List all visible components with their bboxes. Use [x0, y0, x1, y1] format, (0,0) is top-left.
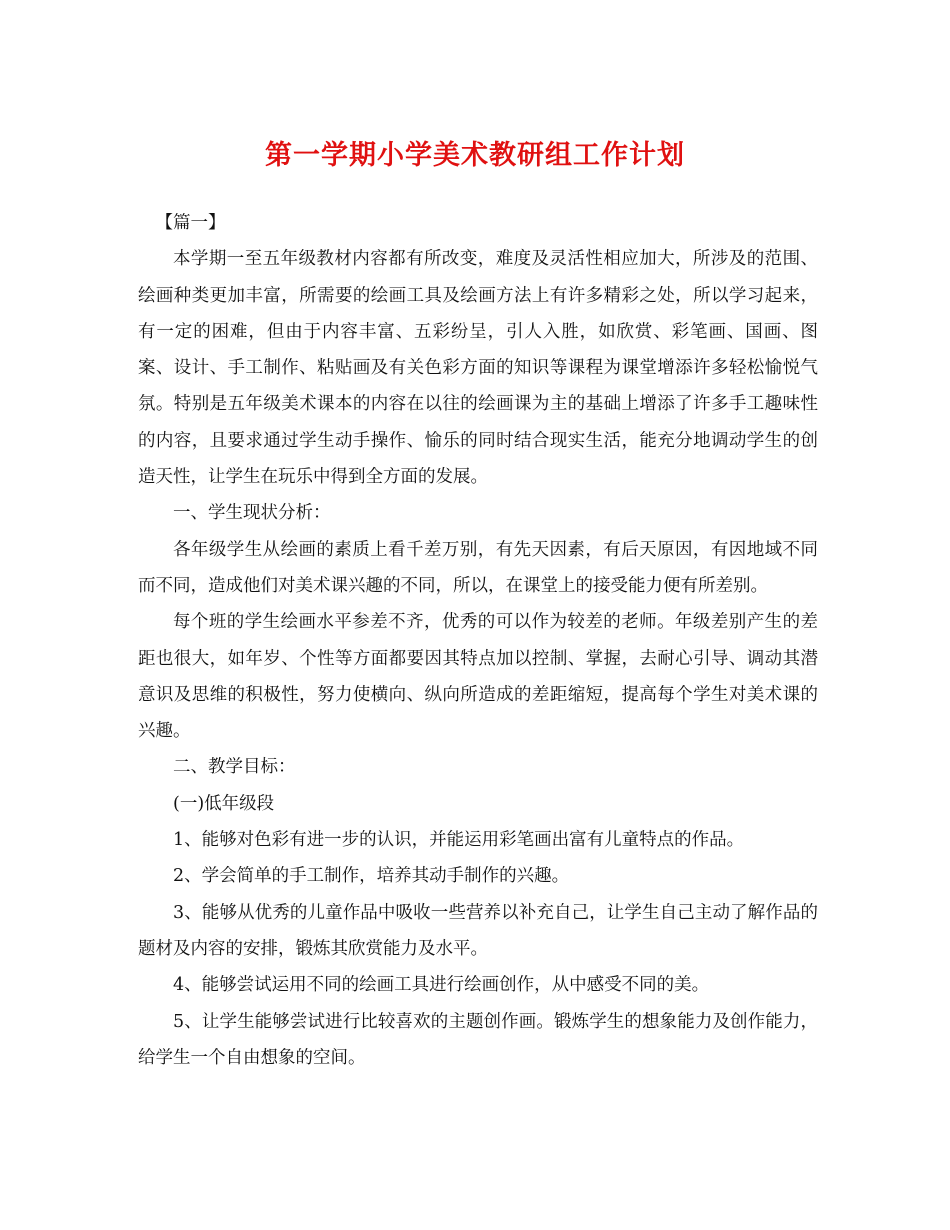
- paragraph-analysis-1: 各年级学生从绘画的素质上看千差万别，有先天因素，有后天原因，有因地域不同而不同，造成他们对美术课兴趣的不同，所以，在课堂上的接受能力便有所差别。: [138, 539, 818, 596]
- document-body: [138, 205, 818, 1076]
- heading-student-analysis: 一、学生现状分析：: [173, 503, 331, 524]
- paragraph-analysis-2: 每个班的学生绘画水平参差不齐，优秀的可以作为较差的老师。年级差别产生的差距也很大，如年岁、个性等方面都要因其特点加以控制、掌握，去耐心引导、调动其潜意识及思维的积极性，努力使横向、纵向所造成的差距缩短，提高每个学生对美术课的兴趣。: [138, 612, 818, 742]
- document-title: 第一学期小学美术教研组工作计划: [265, 140, 685, 171]
- section-label: 【篇一】: [155, 213, 226, 233]
- subheading-lower-grades: (一)低年级段: [173, 793, 275, 814]
- heading-teaching-goals: 二、教学目标：: [173, 757, 296, 778]
- paragraph-intro: 本学期一至五年级教材内容都有所改变，难度及灵活性相应加大，所涉及的范围、绘画种类更加丰富，所需要的绘画工具及绘画方法上有许多精彩之处，所以学习起来，有一定的困难，但由于内容丰富、五彩纷呈，引人入胜，如欣赏、彩笔画、国画、图案、设计、手工制作、粘贴画及有关色彩方面的知识等课程为课堂增添许多轻松愉悦气氛。特别是五年级美术课本的内容在以往的绘画课为主的基础上增添了许多手工趣味性的内容，且要求通过学生动手操作、愉乐的同时结合现实生活，能充分地调动学生的创造天性，让学生在玩乐中得到全方面的发展。: [138, 249, 818, 488]
- goal-item-4: 4、能够尝试运用不同的绘画工具进行绘画创作，从中感受不同的美。: [173, 975, 710, 996]
- goal-item-5: 5、让学生能够尝试进行比较喜欢的主题创作画。锻炼学生的想象能力及创作能力，给学生一个自由想象的空间。: [138, 1011, 818, 1068]
- goal-item-3: 3、能够从优秀的儿童作品中吸收一些营养以补充自己，让学生自己主动了解作品的题材及内容的安排，锻炼其欣赏能力及水平。: [138, 902, 818, 959]
- goal-item-2: 2、学会简单的手工制作，培养其动手制作的兴趣。: [173, 866, 570, 887]
- goal-item-1: 1、能够对色彩有进一步的认识，并能运用彩笔画出富有儿童特点的作品。: [173, 830, 745, 851]
